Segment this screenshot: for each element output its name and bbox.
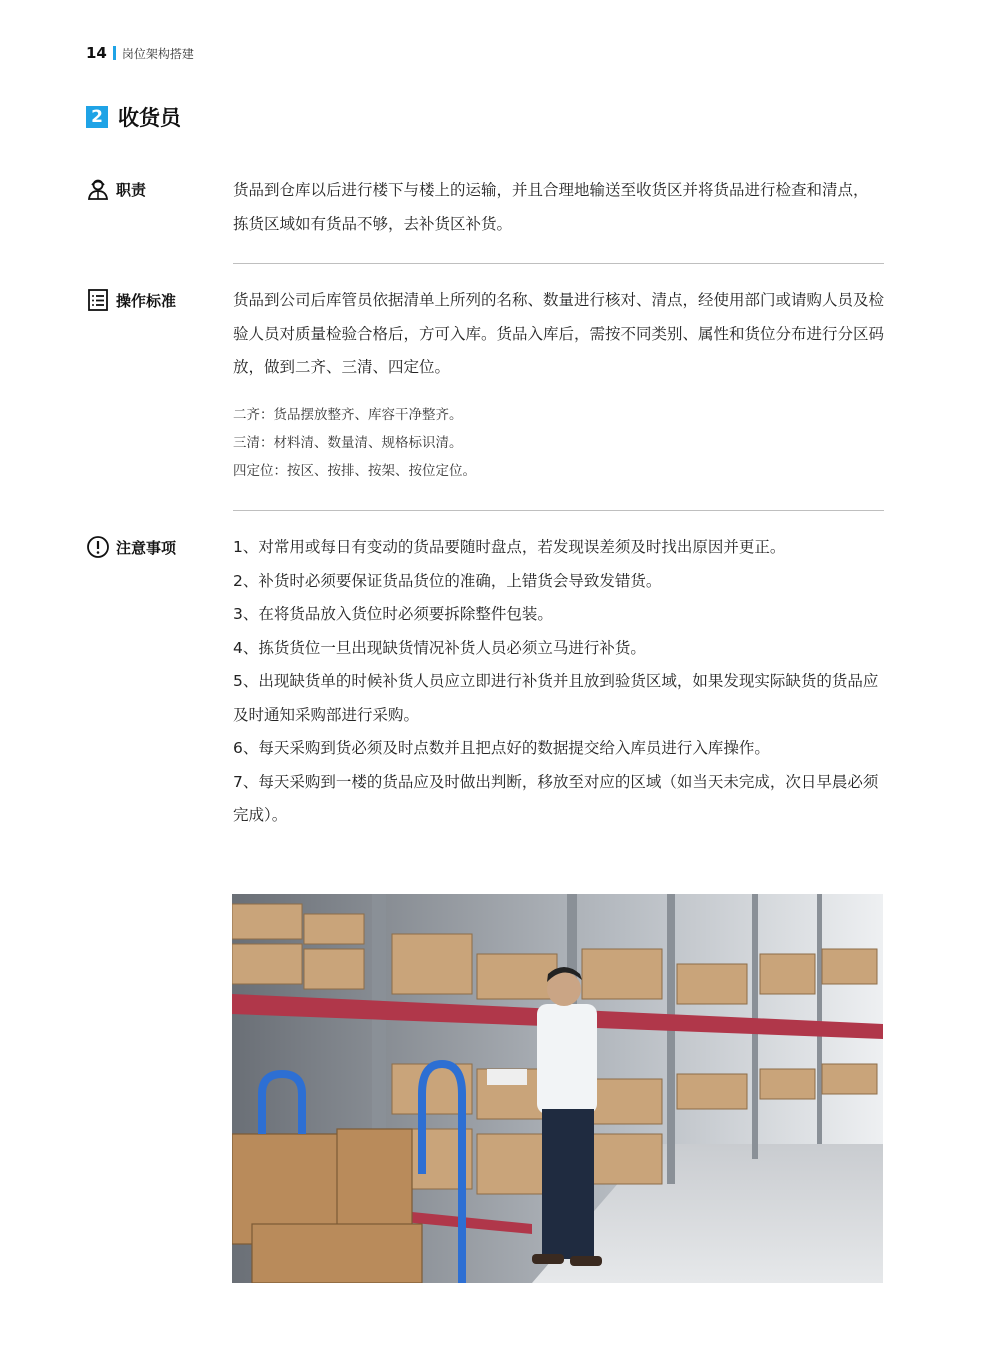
header-divider bbox=[113, 46, 116, 60]
header-title: 岗位架构搭建 bbox=[121, 46, 194, 61]
attention-list bbox=[233, 531, 885, 833]
section-heading bbox=[86, 102, 181, 132]
note-line: 二齐：货品摆放整齐、库容干净整齐。 bbox=[233, 407, 463, 423]
list-item: 2、补货时必须要保证货品货位的准确，上错货会导致发错货。 bbox=[233, 571, 662, 590]
standard-label bbox=[86, 288, 176, 312]
divider bbox=[233, 510, 884, 511]
section-title: 收货员 bbox=[118, 106, 181, 130]
duty-label-text: 职责 bbox=[116, 180, 147, 199]
warning-icon bbox=[86, 535, 110, 559]
list-item: 5、出现缺货单的时候补货人员应立即进行补货并且放到验货区域，如果发现实际缺货的货品应及时通知采购部进行采购。 bbox=[233, 672, 879, 724]
list-item: 1、对常用或每日有变动的货品要随时盘点，若发现误差须及时找出原因并更正。 bbox=[233, 538, 786, 556]
worker-icon bbox=[86, 177, 110, 201]
list-item: 4、拣货货位一旦出现缺货情况补货人员必须立马进行补货。 bbox=[233, 638, 646, 657]
section-number: 2 bbox=[86, 106, 108, 128]
standard-text: 货品到公司后库管员依据清单上所列的名称、数量进行核对、清点，经使用部门或请购人员及检验人员对质量检验合格后，方可入库。货品入库后，需按不同类别、属性和货位分布进行分区码放，做到二齐、三清、四定位。 bbox=[233, 291, 885, 376]
list-item: 7、每天采购到一楼的货品应及时做出判断，移放至对应的区域（如当天未完成，次日早晨必须完成）。 bbox=[233, 772, 879, 824]
standard-label-text: 操作标准 bbox=[116, 291, 177, 310]
attention-label-text: 注意事项 bbox=[116, 538, 177, 557]
standard-notes bbox=[233, 401, 885, 485]
attention-label bbox=[86, 535, 176, 559]
checklist-icon bbox=[86, 288, 110, 312]
warehouse-photo bbox=[232, 894, 883, 1283]
list-item: 3、在将货品放入货位时必须要拆除整件包装。 bbox=[233, 605, 553, 623]
duty-text: 货品到仓库以后进行楼下与楼上的运输，并且合理地输送至收货区并将货品进行检查和清点， 拣货区域如有货品不够，去补货区补货。 bbox=[233, 181, 869, 233]
page-number: 14 bbox=[86, 44, 107, 62]
page-header bbox=[86, 44, 194, 62]
note-line: 四定位：按区、按排、按架、按位定位。 bbox=[233, 463, 476, 479]
list-item: 6、每天采购到货必须及时点数并且把点好的数据提交给入库员进行入库操作。 bbox=[233, 739, 770, 757]
divider bbox=[233, 263, 884, 264]
duty-label bbox=[86, 177, 146, 201]
note-line: 三清：材料清、数量清、规格标识清。 bbox=[233, 435, 463, 451]
